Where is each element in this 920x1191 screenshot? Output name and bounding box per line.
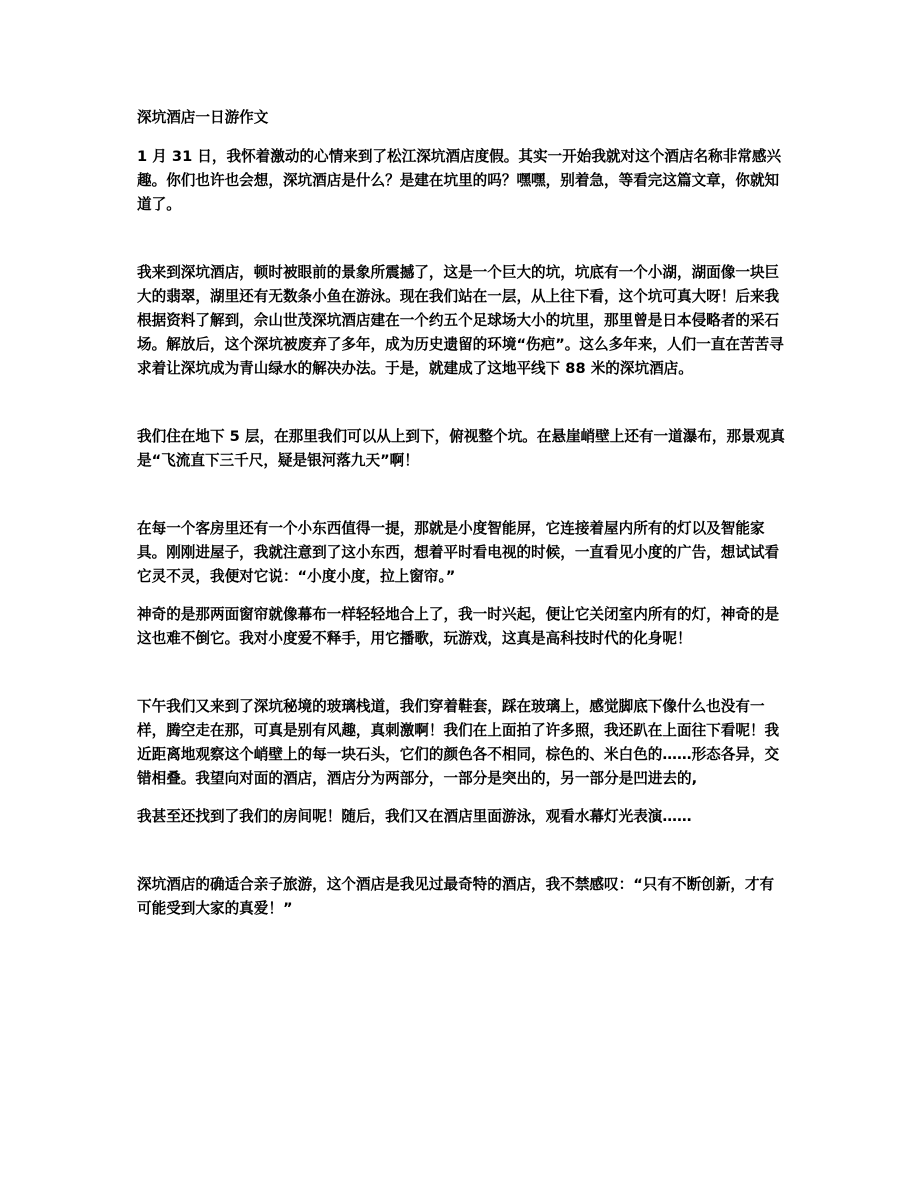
- paragraph-gap: [137, 473, 785, 517]
- paragraph-gap: [137, 829, 785, 873]
- paragraph-gap: [137, 381, 785, 425]
- paragraph-arrival: 我来到深坑酒店，顿时被眼前的景象所震撼了，这是一个巨大的坑，坑底有一个小湖，湖面像一块巨大的翡翠，湖里还有无数条小鱼在游泳。现在我们站在一层，从上往下看，这个坑可真大呀！后来我根据资料了解到，佘山世茂深坑酒店建在一个约五个足球场大小的坑里，那里曾是日本侵略者的采石场。解放后，这个深坑被废弃了多年，成为历史遗留的环境“伤疤”。这么多年来，人们一直在苦苦寻求着让深坑成为青山绿水的解决办法。于是，就建成了这地平线下 88 米的深坑酒店。: [137, 264, 784, 377]
- paragraph-room-floor: 我们住在地下 5 层，在那里我们可以从上到下，俯视整个坑。在悬崖峭壁上还有一道瀑布，那景观真是“飞流直下三千尺，疑是银河落九天”啊！: [137, 428, 785, 469]
- paragraph-gap: [137, 589, 785, 603]
- document-title: 深坑酒店一日游作文: [137, 109, 269, 126]
- paragraph-glass-walkway: 下午我们又来到了深坑秘境的玻璃栈道，我们穿着鞋套，踩在玻璃上，感觉脚底下像什么也没有一样，腾空走在那，可真是别有风趣，真刺激啊！我们在上面拍了许多照，我还趴在上面往下看呢！我近距离地观察这个峭壁上的每一块石头，它们的颜色各不相同，棕色的、米白色的……形态各异，交错相叠。我望向对面的酒店，酒店分为两部分，一部分是突出的，另一部分是凹进去的,: [137, 698, 780, 787]
- paragraph-gap: [137, 217, 785, 261]
- paragraph-smart-screen: 在每一个客房里还有一个小东西值得一提，那就是小度智能屏，它连接着屋内所有的灯以及智能家具。刚刚进屋子，我就注意到了这小东西，想着平时看电视的时候，一直看见小度的广告，想试试看它灵不灵，我便对它说：“小度小度，拉上窗帘。”: [137, 520, 780, 585]
- paragraph-gap: [137, 651, 785, 695]
- paragraph-curtains: 神奇的是那两面窗帘就像幕布一样轻轻地合上了，我一时兴起，便让它关闭室内所有的灯，神奇的是这也难不倒它。我对小度爱不释手，用它播歌，玩游戏，这真是高科技时代的化身呢！: [137, 606, 780, 647]
- document-body: [137, 106, 785, 921]
- paragraph-gap: [137, 791, 785, 805]
- paragraph-intro: 1 月 31 日，我怀着激动的心情来到了松江深坑酒店度假。其实一开始我就对这个酒店名称非常感兴趣。你们也许也会想，深坑酒店是什么？是建在坑里的吗？嘿嘿，别着急，等看完这篇文章，你就知道了。: [137, 148, 782, 213]
- paragraph-room-found: 我甚至还找到了我们的房间呢！随后，我们又在酒店里面游泳，观看水幕灯光表演……: [137, 808, 692, 825]
- paragraph-conclusion: 深坑酒店的确适合亲子旅游，这个酒店是我见过最奇特的酒店，我不禁感叹：“只有不断创新，才有可能受到大家的真爱！”: [137, 876, 775, 917]
